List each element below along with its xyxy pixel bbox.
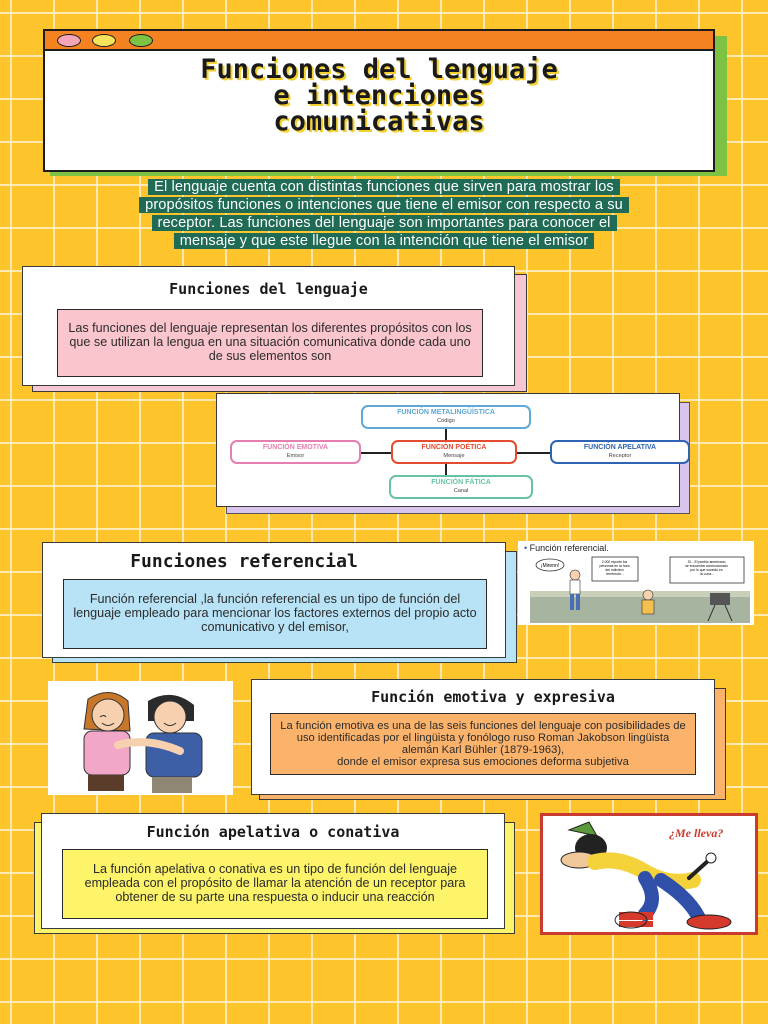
node-subtitle: Código [437,418,455,424]
node-poetica [391,440,517,464]
bubble-left-text: ¡Mirenn! [540,563,560,569]
diagram-connector [445,464,447,475]
funciones-card [22,266,515,386]
funciones-heading: Funciones del lenguaje [169,280,368,298]
node-subtitle: Canal [453,488,469,494]
speech-text: ¿Me lleva? [669,826,724,840]
svg-text:SI... El pueblo americano: SI... El pueblo americano se encuentra conmocionado por lo que sucedió en la Luna... [685,560,728,576]
referencial-caption [524,543,609,553]
node-apelativa [550,440,690,464]
title-window [43,29,715,172]
node-subtitle: Receptor [608,453,632,459]
hitchhiking-character-image [549,820,749,932]
apelativa-heading: Función apelativa o conativa [146,823,400,841]
node-title: FUNCIÓN METALINGÜÍSTICA [397,409,495,416]
intro-line: receptor. Las funciones del lenguaje son importantes para conocer el [152,215,617,231]
apelativa-text: La función apelativa o conativa es un tipo de función del lenguaje empleada con el propósito de llamar la atención de un receptor para obtener de su parte una respuesta o inducir una reacción [62,849,488,919]
funciones-text: Las funciones del lenguaje representan los diferentes propósitos con los que se utilizan la lengua en una situación comunicativa donde cada uno de sus elementos son [57,309,483,377]
node-subtitle: Emisor [286,453,305,459]
window-title-bar [45,31,713,51]
hugging-people-image [48,681,233,795]
node-title: FUNCIÓN POÉTICA [421,444,487,451]
hug-illustration [48,681,233,795]
window-dot-pink-icon [57,34,81,47]
intro-paragraph [0,178,768,250]
node-metalinguistica [361,405,531,429]
node-title: FUNCIÓN FÁTICA [431,479,491,486]
node-emotiva [230,440,361,464]
title-line-3: comunicativas [273,106,485,137]
news-report-cartoon [530,555,750,623]
referencial-illustration [518,541,754,625]
intro-line: mensaje y que este llegue con la intención que tiene el emisor [174,233,595,249]
page-title [65,54,693,137]
apelativa-illustration [540,813,758,935]
referencial-heading: Funciones referencial [130,551,358,572]
functions-diagram [216,393,680,507]
emotiva-text: La función emotiva es una de las seis funciones del lenguaje con posibilidades de uso identificadas por el lingüista y fonólogo ruso Roman Jakobson lingüista alemán Karl Bühler (1879-1963), donde el emisor expresa sus emociones deforma subjetiva [270,713,696,775]
referencial-text: Función referencial ,la función referencial es un tipo de función del lenguaje empleado para mencionar los factores externos del propio acto comunicativo y del emisor, [63,579,487,649]
diagram-connector [517,452,550,454]
node-fatica [389,475,533,499]
intro-line: El lenguaje cuenta con distintas funciones que sirven para mostrar los [148,179,620,195]
referencial-card [42,542,506,658]
node-title: FUNCIÓN EMOTIVA [262,444,329,451]
bullet-icon: • [524,543,528,553]
node-title: FUNCIÓN APELATIVA [583,444,657,451]
referencial-caption-text: Función referencial. [529,543,609,553]
apelativa-card [41,813,505,929]
node-subtitle: Mensaje [443,453,465,459]
emotiva-heading: Función emotiva y expresiva [371,688,615,706]
diagram-connector [361,452,391,454]
intro-line: propósitos funciones o intenciones que tiene el emisor con respecto a su [139,197,629,213]
window-dot-yellow-icon [92,34,116,47]
title-line-1: Funciones del lenguaje [200,54,558,85]
emotiva-card [251,679,715,795]
window-dot-green-icon [129,34,153,47]
svg-text:2.000 reporte los person: 2.000 reporte los personas en la hora del noticiero terremoto... [599,560,630,576]
title-line-2: e intenciones [273,80,485,111]
